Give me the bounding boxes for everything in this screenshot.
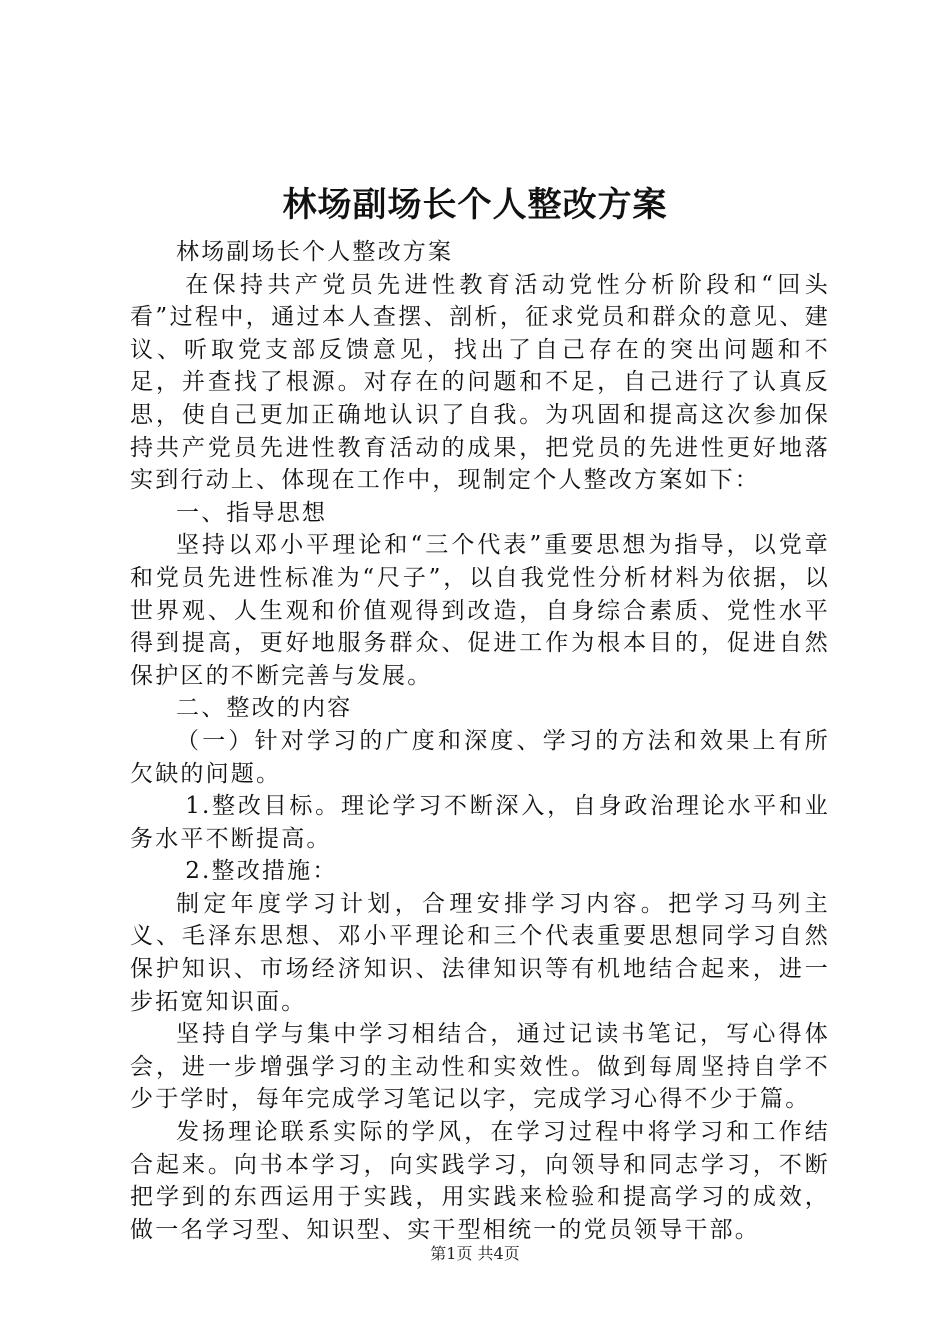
section-heading-guiding-thought: 一、指导思想 [176,499,328,526]
section-heading-rectification-content: 二、整改的内容 [176,695,353,722]
paragraph-goal: 1.整改目标。理论学习不断深入，自身政治理论水平和业务水平不断提高。 [130,793,830,852]
page-number-footer: 第1页 共4页 [430,1244,520,1263]
paragraph-guiding-thought: 坚持以邓小平理论和“三个代表”重要思想为指导，以党章和党员先进性标准为“尺子”，以自我党性分析材料为依据，以世界观、人生观和价值观得到改造，自身综合素质、党性水平得到提高，更好地服务群众、促进工作为根本目的，促进自然保护区的不断完善与发展。 [130,532,830,689]
paragraph-measure-self-study: 坚持自学与集中学习相结合，通过记读书笔记，写心得体会，进一步增强学习的主动性和实效性。做到每周坚持自学不少于学时，每年完成学习笔记以字，完成学习心得不少于篇。 [130,1021,830,1113]
paragraph-subtitle: 林场副场长个人整改方案 [176,239,454,265]
paragraph-measures-heading: 2.整改措施： [185,858,338,885]
paragraph-measure-plan: 制定年度学习计划，合理安排学习内容。把学习马列主义、毛泽东思想、邓小平理论和三个代表重要思想同学习自然保护知识、市场经济知识、法律知识等有机地结合起来，进一步拓宽知识面。 [130,890,830,1015]
document-body [130,236,830,1246]
document-title: 林场副场长个人整改方案 [282,185,668,225]
paragraph-item-one: （一）针对学习的广度和深度、学习的方法和效果上有所欠缺的问题。 [130,727,830,787]
paragraph-intro: 在保持共产党员先进性教育活动党性分析阶段和“回头看”过程中，通过本人查摆、剖析，征求党员和群众的意见、建议、听取党支部反馈意见，找出了自己存在的突出问题和不足，并查找了根源。对存在的问题和不足，自己进行了认真反思，使自己更加正确地认识了自我。为巩固和提高这次参加保持共产党员先进性教育活动的成果，把党员的先进性更好地落实到行动上、体现在工作中，现制定个人整改方案如下： [130,271,830,494]
paragraph-measure-practice: 发扬理论联系实际的学风，在学习过程中将学习和工作结合起来。向书本学习，向实践学习，向领导和同志学习，不断把学到的东西运用于实践，用实践来检验和提高学习的成效，做一名学习型、知识型、实干型相统一的党员领导干部。 [130,1119,830,1243]
